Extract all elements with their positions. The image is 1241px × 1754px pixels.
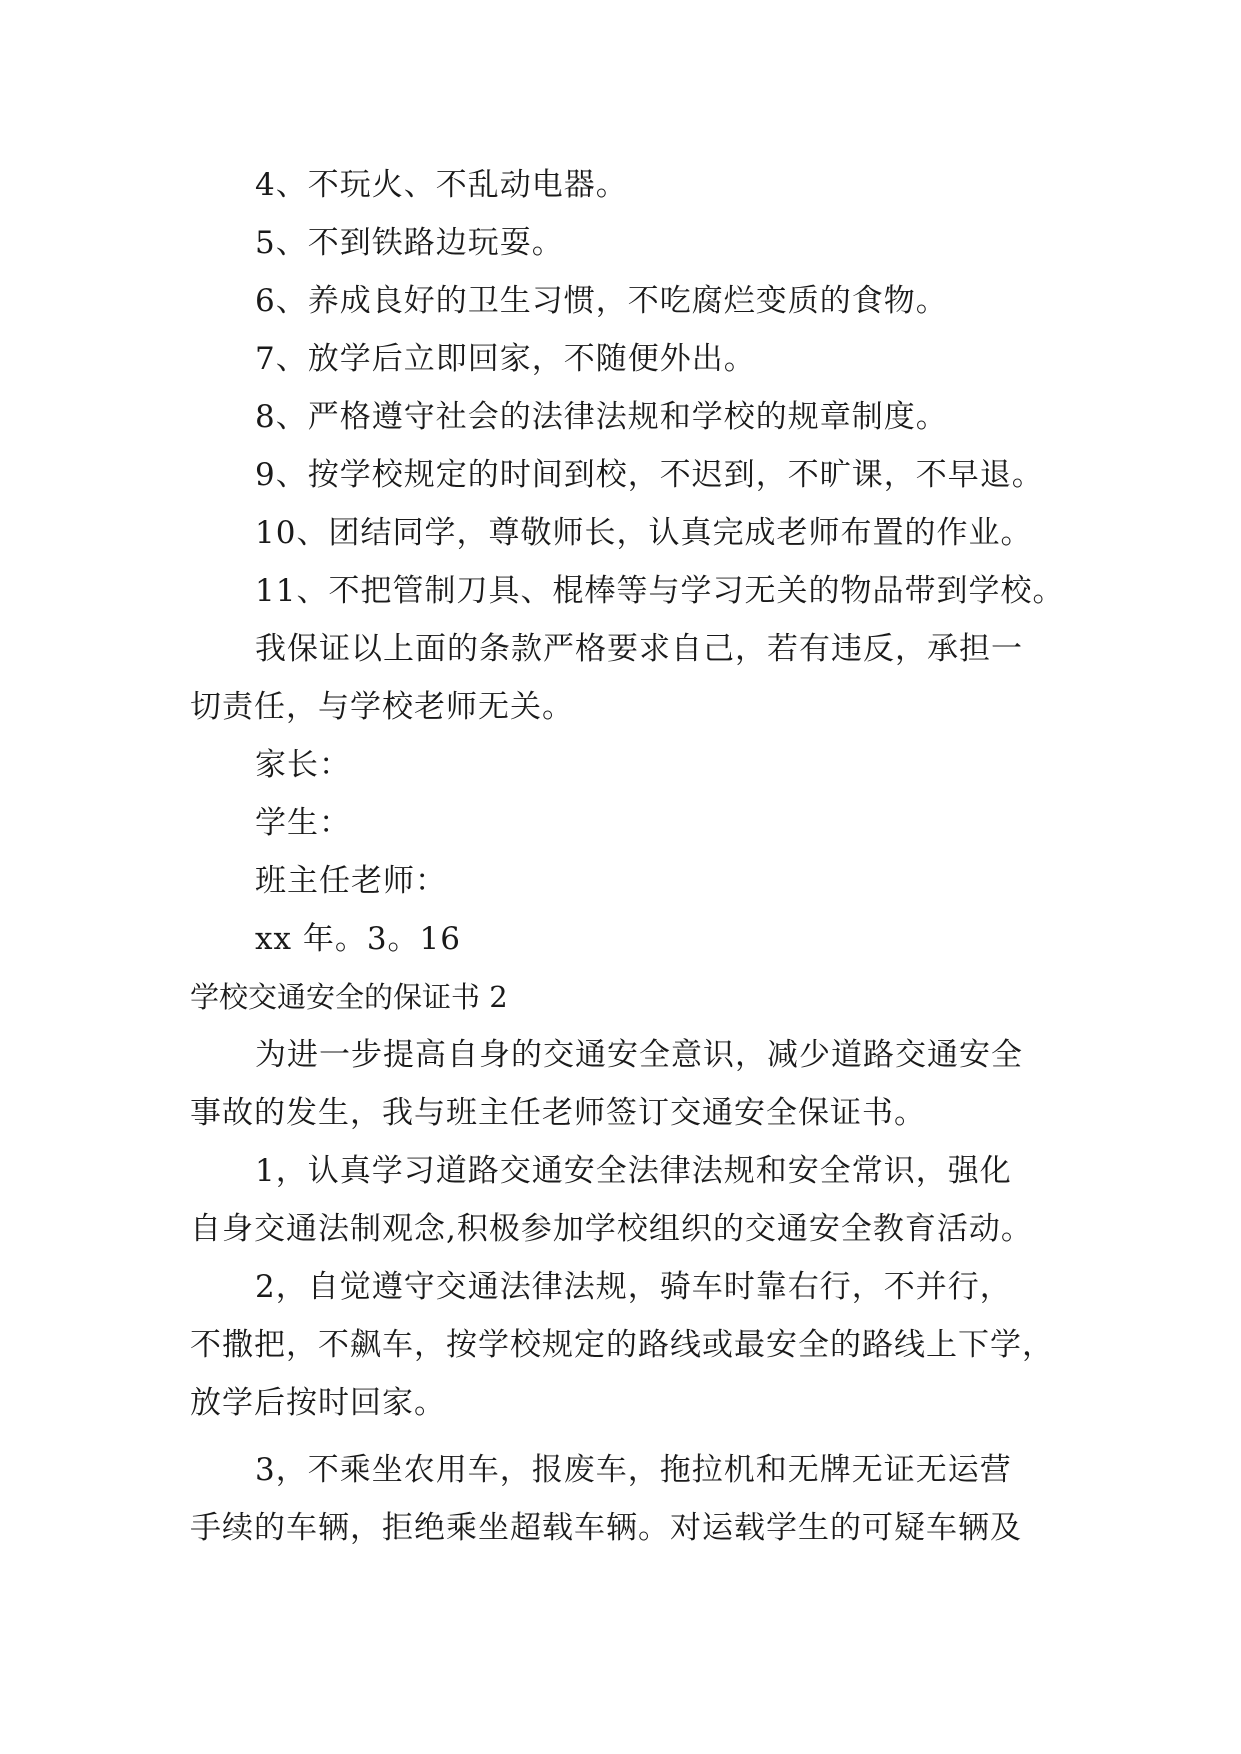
- pledge-line-2: 切责任，与学校老师无关。: [190, 689, 574, 725]
- item2-line-3: 放学后按时回家。: [190, 1385, 446, 1421]
- item2-line-1: 2，自觉遵守交通法律法规，骑车时靠右行，不并行，: [255, 1269, 1012, 1305]
- item1-line-1: 1，认真学习道路交通安全法律法规和安全常识，强化: [255, 1153, 1012, 1189]
- signature-student: 学生：: [255, 805, 351, 841]
- list-item-7: 7、放学后立即回家，不随便外出。: [255, 341, 756, 377]
- list-item-4: 4、不玩火、不乱动电器。: [255, 167, 628, 203]
- signature-date: xx 年。3。16: [255, 921, 461, 957]
- intro-line-2: 事故的发生，我与班主任老师签订交通安全保证书。: [190, 1095, 926, 1131]
- list-item-11: 11、不把管制刀具、棍棒等与学习无关的物品带到学校。: [255, 573, 1065, 609]
- signature-teacher: 班主任老师：: [255, 863, 447, 899]
- item3-line-2: 手续的车辆，拒绝乘坐超载车辆。对运载学生的可疑车辆及: [190, 1510, 1022, 1546]
- signature-parent: 家长：: [255, 747, 351, 783]
- section-title: 学校交通安全的保证书 2: [190, 980, 508, 1014]
- pledge-line-1: 我保证以上面的条款严格要求自己，若有违反，承担一: [255, 631, 1023, 667]
- item3-line-1: 3，不乘坐农用车，报废车，拖拉机和无牌无证无运营: [255, 1452, 1012, 1488]
- list-item-5: 5、不到铁路边玩耍。: [255, 225, 564, 261]
- item1-line-2: 自身交通法制观念,积极参加学校组织的交通安全教育活动。: [190, 1211, 1033, 1247]
- list-item-8: 8、严格遵守社会的法律法规和学校的规章制度。: [255, 399, 948, 435]
- item2-line-2: 不撒把，不飙车，按学校规定的路线或最安全的路线上下学，: [190, 1327, 1054, 1363]
- list-item-10: 10、团结同学，尊敬师长，认真完成老师布置的作业。: [255, 515, 1033, 551]
- intro-line-1: 为进一步提高自身的交通安全意识，减少道路交通安全: [255, 1037, 1023, 1073]
- list-item-6: 6、养成良好的卫生习惯，不吃腐烂变质的食物。: [255, 283, 948, 319]
- list-item-9: 9、按学校规定的时间到校，不迟到，不旷课，不早退。: [255, 457, 1044, 493]
